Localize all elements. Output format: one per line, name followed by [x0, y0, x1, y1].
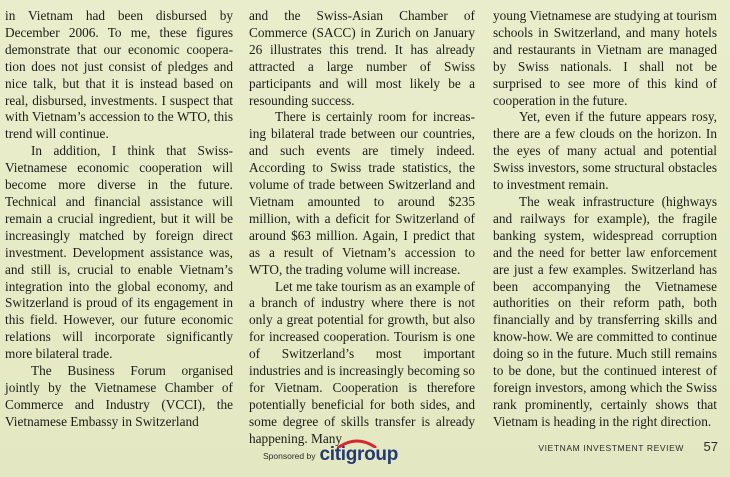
paragraph: young Vietnamese are studying at tourism schools in Switzerland, and many hotels and restaurants in Vietnam are managed by Swiss nationals. I shall not be surprised to see more of this kind of cooperation in the future. [493, 8, 717, 108]
sponsor-block [263, 445, 398, 464]
paragraph: There is certainly room for increasing bilateral trade between our countries, and such events are timely indeed. According to Swiss trade statistics, the volume of trade between Switzerland and Vietnam amounted to around $235 million, with a deficit for Switzerland of around $63 million. Again, I predict that as a result of Vietnam’s accession to WTO, the trading volume will increase. [249, 109, 475, 277]
article-column-3 [493, 8, 717, 431]
paragraph: In addition, I think that Swiss-Vietnamese economic cooperation will become more diverse in the future. Technical and financial assistance will remain a crucial ingredient, but it will be increasingly matched by foreign direct investment. Development assistance was, and still is, crucial to enable Vietnam’s integration into the global economy, and Switzerland is proud of its engagement in this field. However, our future economic relations will incorporate significantly more bilateral trade. [5, 143, 233, 362]
citigroup-logo-text: citigroup [319, 444, 399, 465]
page-number: 57 [703, 439, 718, 454]
citigroup-logo [319, 445, 398, 464]
paragraph: The Business Forum organised jointly by the Vietnamese Chamber of Commerce and Industry (VCCI), the Vietnamese Embassy in Switzerland [5, 363, 233, 429]
article-column-2 [249, 8, 475, 448]
sponsor-label: Sponsored by [263, 451, 316, 461]
paragraph: The weak infrastructure (highways and railways for example), the fragile banking system, widespread corruption and the need for better law enforcement are just a few examples. Switzerland has been accompanying the Vietnamese authorities on their reform path, both financially and by transferring skills and know-how. We are committed to continue doing so in the future. Much still remains to be done, but the continued interest of foreign investors, among which the Swiss rank prominently, certainly shows that Vietnam is heading in the right direction. [493, 193, 717, 429]
citi-arc-icon [337, 438, 377, 448]
paragraph: and the Swiss-Asian Chamber of Commerce (SACC) in Zurich on January 26 illustrates this trend. It has already attracted a large number of Swiss participants and will most likely be a resounding success. [249, 8, 475, 108]
paragraph: in Vietnam had been disbursed by December 2006. To me, these figures demonstrate that our economic cooperation does not just consist of pledges and nice talk, but that it is instead based on real, disbursed, investments. I suspect that with Vietnam’s accession to the WTO, this trend will continue. [5, 8, 233, 142]
paragraph: Let me take tourism as an example of a branch of industry where there is not only a great potential for growth, but also for increased cooperation. Tourism is one of Switzerland’s most important industries and is increasingly becoming so for Vietnam. Cooperation is therefore potentially beneficial for both sides, and some degree of skills transfer is already happening. Many [249, 278, 475, 446]
running-head: VIETNAM INVESTMENT REVIEW [538, 443, 684, 453]
article-column-1 [5, 8, 233, 431]
paragraph: Yet, even if the future appears rosy, there are a few clouds on the horizon. In the eyes of many actual and potential Swiss investors, some structural obstacles to investment remain. [493, 109, 717, 193]
